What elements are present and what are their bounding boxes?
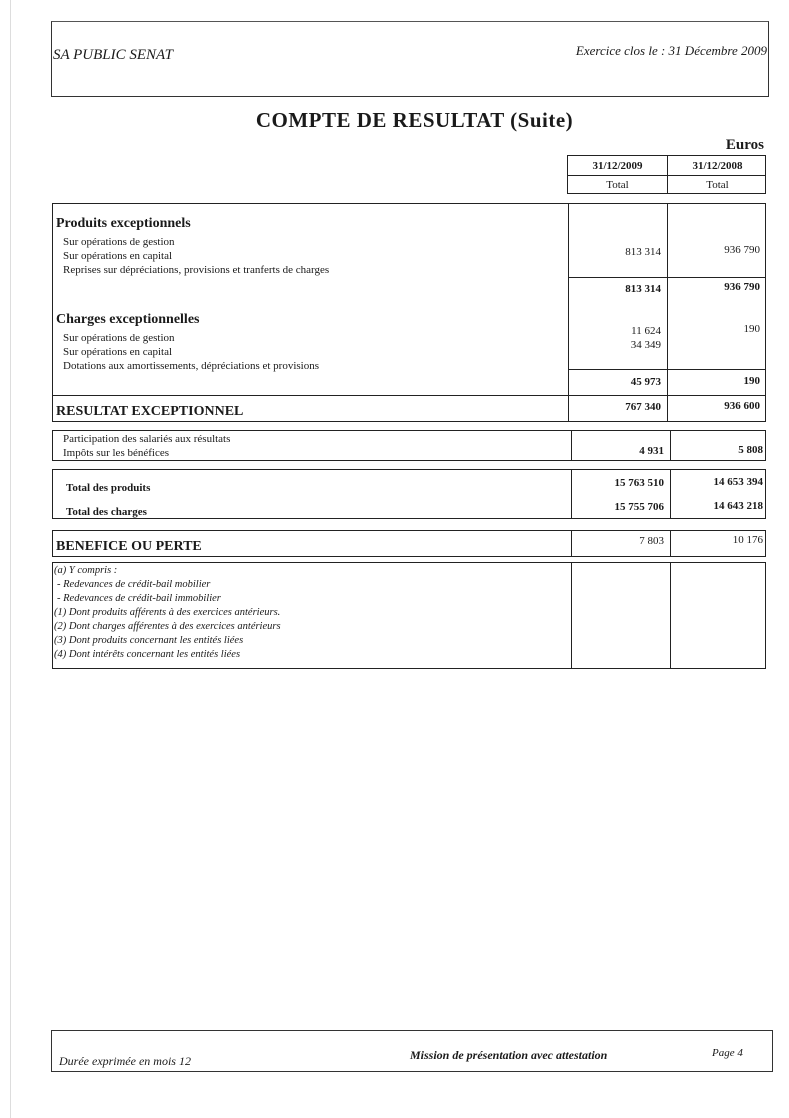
produits-heading: Produits exceptionnels [56, 216, 191, 231]
note-line: (1) Dont produits afférents à des exercices antérieurs. [54, 607, 281, 618]
charges-heading: Charges exceptionnelles [56, 312, 200, 327]
total-charges-label: Total des charges [66, 506, 147, 518]
scan-margin-line [10, 0, 11, 1118]
company-name: SA PUBLIC SENAT [53, 47, 174, 63]
produits-item-label: Sur opérations de gestion [63, 236, 175, 248]
note-line: - Redevances de crédit-bail immobilier [57, 593, 221, 604]
charges-item-label: Dotations aux amortissements, dépréciations et provisions [63, 360, 320, 372]
total-produits-label: Total des produits [66, 482, 151, 494]
resultat-exceptionnel-2008: 936 600 [724, 400, 760, 412]
mission-label: Mission de présentation avec attestation [410, 1048, 608, 1062]
charges-total-2008: 190 [743, 375, 760, 387]
note-line: - Redevances de crédit-bail mobilier [57, 579, 211, 590]
column-label-2008: Total [706, 179, 729, 191]
produits-capital-2008: 936 790 [724, 244, 760, 256]
column-date-2009: 31/12/2009 [592, 160, 643, 172]
produits-total-2009: 813 314 [625, 283, 661, 295]
note-line: (3) Dont produits concernant les entités liées [54, 635, 244, 646]
participation-section [52, 430, 766, 461]
page-number: Page 4 [712, 1047, 743, 1059]
participation-label: Participation des salariés aux résultats [63, 433, 231, 445]
notes-section [52, 562, 766, 669]
benefice-2009: 7 803 [639, 535, 664, 547]
resultat-exceptionnel-row [52, 395, 766, 422]
charges-item-label: Sur opérations en capital [63, 346, 173, 358]
note-line: (2) Dont charges afférentes à des exercices antérieurs [54, 621, 281, 632]
impots-label: Impôts sur les bénéfices [63, 447, 169, 459]
column-header [567, 155, 766, 194]
currency-label: Euros [725, 137, 764, 153]
resultat-exceptionnel-label: RESULTAT EXCEPTIONNEL [56, 404, 244, 419]
column-2008 [667, 156, 766, 193]
total-produits-2008: 14 653 394 [713, 476, 763, 488]
column-label-2009: Total [606, 179, 629, 191]
fiscal-year-end: Exercice clos le : 31 Décembre 2009 [575, 43, 767, 58]
produits-item-label: Sur opérations en capital [63, 250, 173, 262]
benefice-2008: 10 176 [732, 534, 763, 546]
produits-total-2008: 936 790 [724, 281, 760, 293]
note-line: (a) Y compris : [54, 565, 118, 576]
total-charges-2009: 15 755 706 [614, 501, 664, 513]
totals-section [52, 469, 766, 519]
benefice-row [52, 530, 766, 557]
duration-label: Durée exprimée en mois 12 [59, 1054, 191, 1068]
charges-capital-2009: 34 349 [630, 339, 661, 351]
total-charges-2008: 14 643 218 [713, 500, 763, 512]
impots-2009: 4 931 [639, 445, 664, 457]
charges-item-label: Sur opérations de gestion [63, 332, 175, 344]
total-produits-2009: 15 763 510 [614, 477, 664, 489]
charges-total-2009: 45 973 [630, 376, 661, 388]
exceptional-section [52, 203, 766, 396]
column-date-2008: 31/12/2008 [692, 160, 743, 172]
charges-gestion-2009: 11 624 [631, 325, 661, 337]
impots-2008: 5 808 [738, 444, 763, 456]
produits-capital-2009: 813 314 [625, 246, 661, 258]
benefice-label: BENEFICE OU PERTE [56, 539, 202, 554]
page-title: COMPTE DE RESULTAT (Suite) [255, 108, 574, 132]
resultat-exceptionnel-2009: 767 340 [625, 401, 661, 413]
note-line: (4) Dont intérêts concernant les entités liées [54, 649, 241, 660]
charges-gestion-2008: 190 [743, 323, 760, 335]
produits-item-label: Reprises sur dépréciations, provisions et tranferts de charges [63, 264, 330, 276]
